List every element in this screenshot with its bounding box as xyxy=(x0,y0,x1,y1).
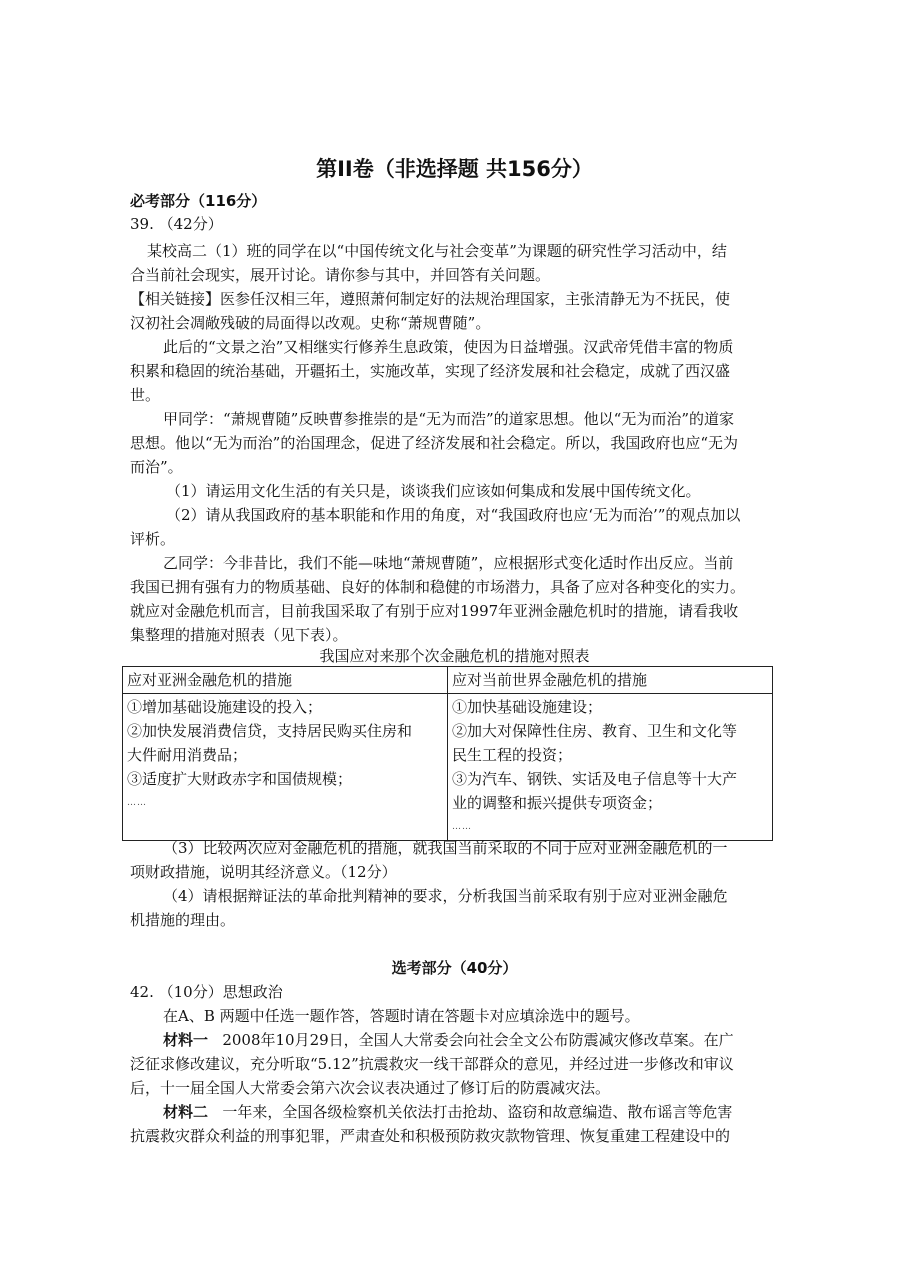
student-jia-line: 甲同学：“萧规曹随”反映曹参推崇的是“无为而浩”的道家思想。他以“无为而治”的道家 xyxy=(163,410,735,428)
material-2-text: 一年来，全国各级检察机关依法打击抢劫、盗窃和故意编造、散布谣言等危害 xyxy=(222,1103,733,1121)
required-section-heading: 必考部分（116分） xyxy=(130,192,267,210)
table-caption: 我国应对来那个次金融危机的措施对照表 xyxy=(319,647,590,665)
question-39-1: （1）请运用文化生活的有关只是，谈谈我们应该如何集成和发展中国传统文化。 xyxy=(166,482,701,500)
student-jia-line: 而治”。 xyxy=(130,458,183,476)
question-39-2: 评析。 xyxy=(130,530,176,548)
list-item: ②加大对保障性住房、教育、卫生和文化等 xyxy=(452,722,738,740)
measures-comparison-table xyxy=(122,666,773,841)
ellipsis: …… xyxy=(452,822,472,832)
list-item: 民生工程的投资； xyxy=(452,746,573,764)
table-header-row xyxy=(123,667,773,694)
table-header-cell: 应对亚洲金融危机的措施 xyxy=(123,667,448,694)
paragraph-line: 世。 xyxy=(130,386,161,404)
material-2-line: 抗震救灾群众利益的刑事犯罪，严肃查处和积极预防救灾款物管理、恢复重建工程建设中的 xyxy=(130,1127,731,1145)
material-1-line: 泛征求修改建议，充分听取“5.12”抗震救灾一线干部群众的意见，并经过进一步修改和审议 xyxy=(130,1055,734,1073)
student-yi-line: 乙同学：今非昔比，我们不能—味地“萧规曹随”，应根据形式变化适时作出反应。当前 xyxy=(163,554,734,572)
material-1-line xyxy=(163,1030,734,1050)
student-yi-line: 就应对金融危机而言，目前我国采取了有别于应对1997年亚洲金融危机时的措施，请看我收 xyxy=(130,602,739,620)
list-item: ③适度扩大财政赤字和国债规模； xyxy=(127,770,353,788)
student-jia-line: 思想。他以“无为而治”的治国理念，促进了经济发展和社会稳定。所以，我国政府也应“无为 xyxy=(130,434,739,452)
material-1-text: 2008年10月29日，全国人大常委会向社会全文公布防震减灾修改草案。在广 xyxy=(222,1031,734,1049)
list-item: ②加快发展消费信贷，支持居民购买住房和 xyxy=(127,722,413,740)
student-yi-line: 我国已拥有强有力的物质基础、良好的体制和稳健的市场潜力，具备了应对各种变化的实力。 xyxy=(130,578,746,596)
question-39-4: （4）请根据辩证法的革命批判精神的要求，分析我国当前采取有别于应对亚洲金融危 xyxy=(163,887,728,905)
question-39-4: 机措施的理由。 xyxy=(130,911,236,929)
list-item: ①加快基础设施建设； xyxy=(452,698,603,716)
student-yi-line: 集整理的措施对照表（见下表）。 xyxy=(130,626,348,644)
question-39-3: （3）比较两次应对金融危机的措施，就我国当前采取的不同于应对亚洲金融危机的一 xyxy=(163,839,728,857)
page-title: 第II卷（非选择题 共156分） xyxy=(316,157,593,181)
question-39-2: （2）请从我国政府的基本职能和作用的角度，对“我国政府也应‘无为而治’”的观点加以 xyxy=(166,506,741,524)
question-42-instruction: 在A、B 两题中任选一题作答，答题时请在答题卡对应填涂选中的题号。 xyxy=(163,1007,640,1025)
material-1-label: 材料一 xyxy=(163,1031,209,1049)
list-item: ③为汽车、钢铁、实话及电子信息等十大产 xyxy=(452,770,738,788)
material-1-line: 后，十一届全国人大常委会第六次会议表决通过了修订后的防震减灾法。 xyxy=(130,1079,611,1097)
list-item: 业的调整和振兴提供专项资金； xyxy=(452,794,663,812)
question-39-3: 项财政措施，说明其经济意义。（12分） xyxy=(130,863,397,881)
related-link-line: 汉初社会凋敞残破的局面得以改观。史称“萧规曹随”。 xyxy=(130,314,491,332)
material-2-label: 材料二 xyxy=(163,1103,209,1121)
paragraph-line: 积累和稳固的统治基础，开疆拓土，实施改革，实现了经济发展和社会稳定，成就了西汉盛 xyxy=(130,362,731,380)
question-39-header: 39. （42分） xyxy=(130,215,223,233)
elective-section-heading: 选考部分（40分） xyxy=(391,959,518,977)
intro-line: 合当前社会现实，展开讨论。请你参与其中，并回答有关问题。 xyxy=(130,266,551,284)
material-2-line xyxy=(163,1102,732,1122)
ellipsis: …… xyxy=(127,798,147,808)
world-crisis-measures-cell xyxy=(448,694,773,841)
list-item: 大件耐用消费品； xyxy=(127,746,248,764)
table-row xyxy=(123,694,773,841)
list-item: ①增加基础设施建设的投入； xyxy=(127,698,323,716)
paragraph-line: 此后的“文景之治”又相继实行修养生息政策，使因为日益增强。汉武帝凭借丰富的物质 xyxy=(163,338,734,356)
asian-crisis-measures-cell xyxy=(123,694,448,841)
intro-line: 某校高二（1）班的同学在以“中国传统文化与社会变革”为课题的研究性学习活动中，结 xyxy=(147,242,727,260)
question-42-header: 42. （10分）思想政治 xyxy=(130,983,283,1001)
table-header-cell: 应对当前世界金融危机的措施 xyxy=(448,667,773,694)
related-link-line: 【相关链接】医参任汉相三年，遵照萧何制定好的法规治理国家，主张清静无为不抚民，使 xyxy=(130,290,731,308)
